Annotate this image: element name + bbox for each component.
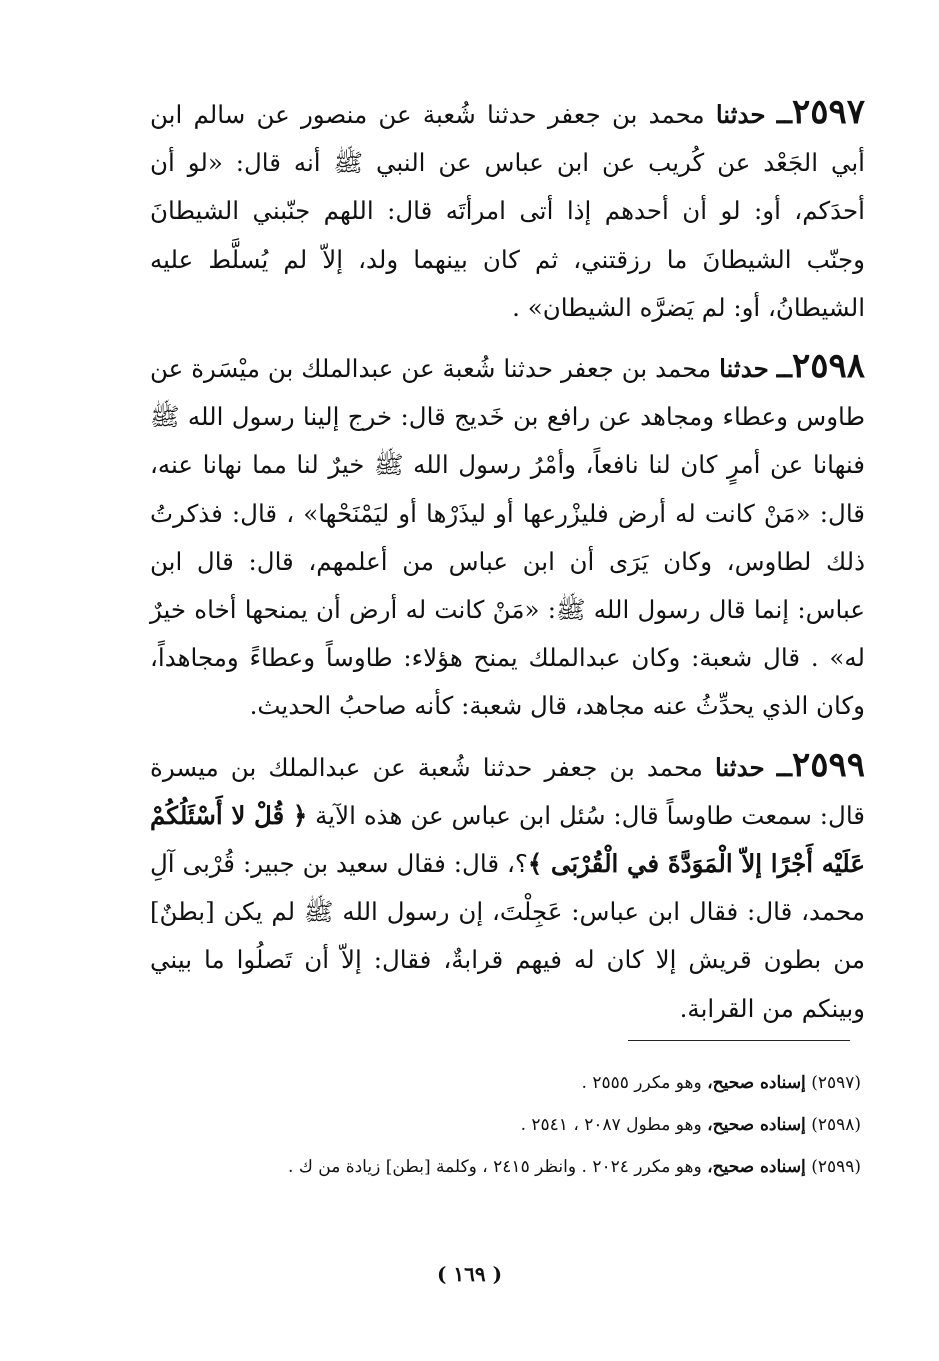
hadith-text: محمد بن جعفر حدثنا شُعبة عن منصور عن سالم ابن أبي الجَعْد عن كُريب عن ابن عباس عن النبي ﷺ أنه قال: «لو أن أحدَكم، أو: لو أن أحدهم إذا أتى امرأتَه قال: اللهم جنّبني الشيطانَ وجنّب الشيطانَ ما رزقتني، ثم كان بينهما ولد، إلاّ لم يُسلَّط عليه الشيطانُ، أو: لم يَضرَّه الشيطان» . <box>150 100 865 322</box>
hadith-text-continued: ؟، قال: فقال سعيد بن جبير: قُرْبى آلِ محمد، قال: فقال ابن عباس: عَجِلْتَ، إن رسول الله ﷺ لم يكن [بطنٌ] من بطون قريش إلا كان له فيهم قرابةٌ، فقال: إلاّ أن تَصلُوا ما بيني وبينكم من القرابة. <box>150 849 865 1023</box>
hadith-2598 <box>150 342 865 731</box>
hadith-lead-word: حدثنا <box>719 354 769 384</box>
footnote-ref: (٢٥٩٧) <box>811 1073 861 1093</box>
quran-verse: ﴿ قُلْ لا أَسْئَلُكُمْ عَلَيْه أَجْرًا إلاّ الْمَوَدَّةَ في الْقُرْبَى ﴾ <box>150 800 865 879</box>
hadith-dash: ــ <box>776 354 792 385</box>
hadith-number: ٢٥٩٨ <box>791 346 865 387</box>
footnote-grade: إسناده صحيح، <box>707 1115 806 1135</box>
footnote-ref: (٢٥٩٨) <box>811 1115 861 1135</box>
footnote-text: وهو مطول ٢٠٨٧ ، ٢٥٤١ . <box>520 1115 708 1135</box>
hadith-number: ٢٥٩٧ <box>791 92 865 132</box>
footnote-2599 <box>150 1146 865 1188</box>
footnote-2597 <box>150 1062 865 1104</box>
hadith-text: محمد بن جعفر حدثنا شُعبة عن عبدالملك بن ميْسَرة عن طاوس وعطاء ومجاهد عن رافع بن خَديج قال: خرج إلينا رسول الله ﷺ فنهانا عن أمرٍ كان لنا نافعاً، وأمْرُ رسول الله ﷺ خيرٌ لنا مما نهانا عنه، قال: «مَنْ كانت له أرض فليزْرعها أو ليذَرْها أو ليَمْنَحْها» ، قال: فذكرتُ ذلك لطاوس، وكان يَرَى أن ابن عباس من أعلمهم، قال: قال ابن عباس: إنما قال رسول الله ﷺ: «مَنْ كانت له أرض أن يمنحها أخاه خيرٌ له» . قال شعبة: وكان عبدالملك يمنح هؤلاء: طاوساً وعطاءً ومجاهداً، وكان الذي يحدِّثُ عنه مجاهد، قال شعبة: كأنه صاحبُ الحديث. <box>150 354 865 721</box>
hadith-lead-word: حدثنا <box>714 752 765 782</box>
hadith-text: محمد بن جعفر حدثنا شُعبة عن عبدالملك بن ميسرة قال: سمعت طاوساً قال: سُئل ابن عباس عن هذه الآية <box>150 752 865 830</box>
hadith-number: ٢٥٩٩ <box>791 744 865 785</box>
hadith-dash: ــ <box>776 752 792 783</box>
footnote-grade: إسناده صحيح، <box>707 1073 806 1093</box>
footnote-text: وهو مكرر ٢٥٥٥ . <box>581 1073 708 1093</box>
hadith-2599 <box>150 741 865 1033</box>
footnote-grade: إسناده صحيح، <box>707 1157 806 1177</box>
footnote-text: وهو مكرر ٢٠٢٤ . وانظر ٢٤١٥ ، وكلمة [بطن] زيادة من ك . <box>288 1157 708 1177</box>
footnote-divider <box>628 1040 850 1041</box>
footnotes <box>150 1062 865 1188</box>
footnote-ref: (٢٥٩٩) <box>811 1157 861 1177</box>
page-number: ( ١٦٩ ) <box>436 1262 503 1286</box>
hadith-lead-word: حدثنا <box>715 100 766 129</box>
footnote-2598 <box>150 1104 865 1146</box>
page-body <box>150 88 865 1043</box>
hadith-dash: ــ <box>776 100 792 130</box>
hadith-2597 <box>150 88 865 332</box>
